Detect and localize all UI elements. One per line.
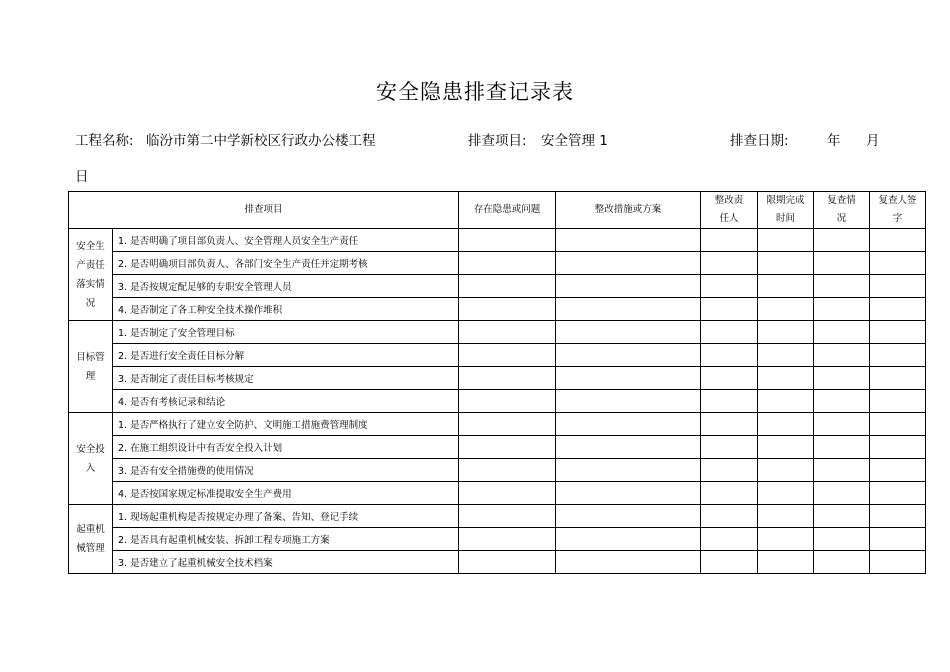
measure-cell (556, 275, 701, 298)
deadline-cell (758, 252, 814, 275)
deadline-cell (758, 459, 814, 482)
measure-cell (556, 252, 701, 275)
check-item: 4. 是否有考核记录和结论 (113, 390, 459, 413)
header-signer: 复查人签字 (870, 192, 926, 229)
review-cell (814, 367, 870, 390)
responsible-cell (701, 528, 758, 551)
responsible-cell (701, 459, 758, 482)
measure-cell (556, 436, 701, 459)
responsible-cell (701, 275, 758, 298)
table-row (69, 275, 926, 298)
table-row (69, 229, 926, 252)
signer-cell (870, 367, 926, 390)
check-item: 4. 是否按国家规定标准提取安全生产费用 (113, 482, 459, 505)
signer-cell (870, 482, 926, 505)
deadline-cell (758, 390, 814, 413)
review-cell (814, 551, 870, 574)
project-name-label: 工程名称: (75, 133, 134, 149)
check-item: 1. 是否明确了项目部负责人、安全管理人员安全生产责任 (113, 229, 459, 252)
responsible-cell (701, 252, 758, 275)
review-cell (814, 436, 870, 459)
review-cell (814, 298, 870, 321)
category-label: 安全投入 (76, 443, 105, 474)
date-year: 年 (827, 133, 841, 149)
table-row (69, 551, 926, 574)
signer-cell (870, 344, 926, 367)
header-measure: 整改措施或方案 (556, 192, 701, 229)
deadline-cell (758, 413, 814, 436)
inspection-date-label: 排查日期: (730, 133, 789, 149)
deadline-cell (758, 436, 814, 459)
review-cell (814, 252, 870, 275)
measure-cell (556, 482, 701, 505)
review-cell (814, 505, 870, 528)
responsible-cell (701, 413, 758, 436)
category-cell (69, 413, 113, 505)
hazard-cell (459, 229, 556, 252)
signer-cell (870, 551, 926, 574)
review-cell (814, 390, 870, 413)
check-item: 1. 现场起重机构是否按规定办理了备案、告知、登记手续 (113, 505, 459, 528)
table-row (69, 413, 926, 436)
header-deadline: 限期完成时间 (758, 192, 814, 229)
hazard-cell (459, 528, 556, 551)
responsible-cell (701, 367, 758, 390)
responsible-cell (701, 298, 758, 321)
deadline-cell (758, 528, 814, 551)
project-name-value: 临汾市第二中学新校区行政办公楼工程 (146, 133, 376, 149)
check-item: 3. 是否按规定配足够的专职安全管理人员 (113, 275, 459, 298)
check-item: 4. 是否制定了各工种安全技术操作堆积 (113, 298, 459, 321)
signer-cell (870, 390, 926, 413)
responsible-cell (701, 482, 758, 505)
check-item: 2. 在施工组织设计中有否安全投入计划 (113, 436, 459, 459)
measure-cell (556, 298, 701, 321)
check-item: 2. 是否明确项目部负责人、各部门安全生产责任并定期考核 (113, 252, 459, 275)
table-row (69, 367, 926, 390)
header-review: 复查情况 (814, 192, 870, 229)
signer-cell (870, 413, 926, 436)
measure-cell (556, 390, 701, 413)
category-label: 起重机械管理 (76, 524, 105, 554)
hazard-cell (459, 413, 556, 436)
table-row (69, 505, 926, 528)
signer-cell (870, 275, 926, 298)
category-cell (69, 505, 113, 574)
review-cell (814, 459, 870, 482)
inspection-table (68, 191, 926, 574)
deadline-cell (758, 551, 814, 574)
signer-cell (870, 436, 926, 459)
deadline-cell (758, 321, 814, 344)
measure-cell (556, 321, 701, 344)
measure-cell (556, 459, 701, 482)
responsible-cell (701, 321, 758, 344)
responsible-cell (701, 436, 758, 459)
check-item: 3. 是否有安全措施费的使用情况 (113, 459, 459, 482)
check-item: 1. 是否严格执行了建立安全防护、文明施工措施费管理制度 (113, 413, 459, 436)
deadline-cell (758, 505, 814, 528)
responsible-cell (701, 390, 758, 413)
review-cell (814, 482, 870, 505)
table-row (69, 459, 926, 482)
measure-cell (556, 528, 701, 551)
measure-cell (556, 551, 701, 574)
table-header-row (69, 192, 926, 229)
check-item: 1. 是否制定了安全管理目标 (113, 321, 459, 344)
deadline-cell (758, 344, 814, 367)
review-cell (814, 413, 870, 436)
hazard-cell (459, 551, 556, 574)
document-title: 安全隐患排查记录表 (376, 80, 574, 104)
responsible-cell (701, 505, 758, 528)
table-row (69, 436, 926, 459)
hazard-cell (459, 367, 556, 390)
hazard-cell (459, 505, 556, 528)
hazard-cell (459, 390, 556, 413)
inspection-item-value: 安全管理 1 (541, 133, 608, 149)
signer-cell (870, 298, 926, 321)
table-row (69, 298, 926, 321)
measure-cell (556, 229, 701, 252)
deadline-cell (758, 229, 814, 252)
measure-cell (556, 505, 701, 528)
hazard-cell (459, 482, 556, 505)
category-label: 安全生产责任落实情况 (76, 240, 105, 309)
header-item: 排查项目 (69, 192, 459, 229)
signer-cell (870, 229, 926, 252)
category-label: 目标管理 (76, 351, 105, 382)
measure-cell (556, 367, 701, 390)
table-row (69, 252, 926, 275)
check-item: 3. 是否制定了责任目标考核规定 (113, 367, 459, 390)
measure-cell (556, 413, 701, 436)
deadline-cell (758, 482, 814, 505)
check-item: 3. 是否建立了起重机械安全技术档案 (113, 551, 459, 574)
review-cell (814, 275, 870, 298)
table-row (69, 321, 926, 344)
responsible-cell (701, 344, 758, 367)
hazard-cell (459, 436, 556, 459)
responsible-cell (701, 229, 758, 252)
hazard-cell (459, 298, 556, 321)
category-cell (69, 229, 113, 321)
hazard-cell (459, 344, 556, 367)
signer-cell (870, 528, 926, 551)
hazard-cell (459, 321, 556, 344)
hazard-cell (459, 275, 556, 298)
signer-cell (870, 321, 926, 344)
signer-cell (870, 459, 926, 482)
table-row (69, 390, 926, 413)
check-item: 2. 是否具有起重机械安装、拆卸工程专项施工方案 (113, 528, 459, 551)
signer-cell (870, 252, 926, 275)
signer-cell (870, 505, 926, 528)
date-day: 日 (75, 169, 89, 185)
category-cell (69, 321, 113, 413)
table-row (69, 528, 926, 551)
review-cell (814, 229, 870, 252)
review-cell (814, 321, 870, 344)
review-cell (814, 344, 870, 367)
check-item: 2. 是否进行安全责任目标分解 (113, 344, 459, 367)
responsible-cell (701, 551, 758, 574)
deadline-cell (758, 298, 814, 321)
inspection-item-label: 排查项目: (468, 133, 527, 149)
hazard-cell (459, 459, 556, 482)
review-cell (814, 528, 870, 551)
deadline-cell (758, 275, 814, 298)
measure-cell (556, 344, 701, 367)
deadline-cell (758, 367, 814, 390)
header-hazard: 存在隐患或问题 (459, 192, 556, 229)
date-month: 月 (866, 133, 880, 149)
hazard-cell (459, 252, 556, 275)
table-row (69, 482, 926, 505)
table-row (69, 344, 926, 367)
header-responsible: 整改责任人 (701, 192, 758, 229)
